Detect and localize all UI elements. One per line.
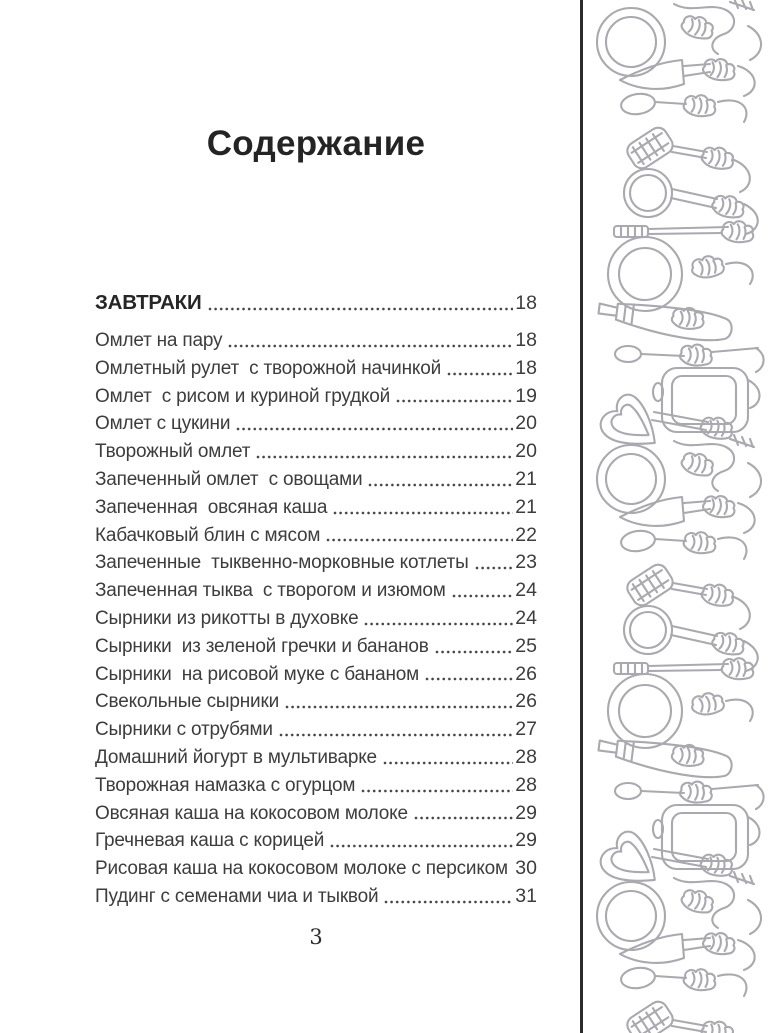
toc-entry-label: Пудинг с семенами чиа и тыквой [95,885,379,907]
dots-leader [450,577,514,605]
toc-entry [95,827,537,855]
toc-entry [95,355,537,383]
toc-entry [95,494,537,522]
kitchen-doodle-art [588,0,768,1033]
toc-entry-label: Творожный омлет [95,441,251,463]
toc-entry [95,744,537,772]
dots-leader [234,410,513,438]
dots-leader [382,883,513,911]
toc-entry [95,522,537,550]
dots-leader [412,800,513,828]
dots-leader [331,494,513,522]
toc-section-page: 18 [515,292,537,314]
toc-entry-label: Омлет с цукини [95,413,231,435]
toc-entry-page: 20 [515,412,537,435]
dots-leader [362,605,513,633]
toc-entry-label: Гречневая каша с корицей [95,830,325,852]
toc-entry [95,549,537,577]
toc-entry [95,438,537,466]
table-of-contents [95,288,537,911]
toc-entry [95,800,537,828]
toc-entry-page: 24 [515,579,537,602]
toc-entry-page: 18 [515,356,537,379]
toc-entry-label: Омлет на пару [95,330,223,351]
toc-entry [95,716,537,744]
toc-entry-label: Сырники из зеленой гречки и бананов [95,635,429,657]
dots-leader [423,661,513,689]
dots-leader [328,827,513,855]
dots-leader [277,716,514,744]
toc-entry-page: 28 [515,773,537,796]
toc-entry-page: 20 [515,440,537,463]
toc-section-label: ЗАВТРАКИ [95,291,202,314]
dots-leader [206,288,514,318]
toc-entry [95,327,537,355]
toc-entry-page: 21 [515,495,537,518]
toc-entry-label: Рисовая каша на кокосовом молоке с персиком [95,858,508,880]
toc-entry-page: 22 [515,523,537,546]
toc-entry-page: 18 [515,329,537,351]
toc-section-row [95,288,537,318]
toc-entry-page: 19 [515,384,537,407]
toc-entry [95,661,537,689]
toc-entry-label: Домашний йогурт в мультиварке [95,746,377,768]
toc-entry-label: Творожная намазка с огурцом [95,774,356,796]
toc-entry [95,688,537,716]
toc-entry [95,855,537,883]
toc-entry-page: 27 [515,718,537,741]
folio-page-number: 3 [309,925,323,949]
toc-entry-page: 21 [515,467,537,490]
toc-entry [95,410,537,438]
toc-entry-page: 30 [515,857,537,880]
toc-entry [95,577,537,605]
dots-leader [366,466,513,494]
dots-leader [445,355,513,383]
toc-entry-label: Запеченная тыква с творогом и изюмом [95,580,446,602]
dots-leader [254,438,513,466]
toc-entry-label: Омлет с рисом и куриной грудкой [95,385,391,407]
toc-entry-label: Сырники с отрубями [95,719,273,741]
toc-entry-label: Омлетный рулет с творожной начинкой [95,357,441,379]
toc-entry-label: Свекольные сырники [95,691,279,713]
page-title: Содержание [206,124,426,163]
toc-entry-label: Запеченные тыквенно-морковные котлеты [95,552,469,574]
toc-entry-page: 29 [515,801,537,824]
toc-entry [95,383,537,411]
toc-entry-page: 23 [515,551,537,574]
toc-entry [95,605,537,633]
dots-leader [283,688,513,716]
toc-entry-label: Сырники из рикотты в духовке [95,607,359,629]
dots-leader [512,855,513,883]
toc-items [95,327,537,911]
dots-leader [433,633,514,661]
toc-entry-page: 25 [515,634,537,657]
toc-entry-page: 31 [515,884,537,907]
toc-entry [95,772,537,800]
toc-entry-page: 26 [515,662,537,685]
toc-entry-page: 29 [515,829,537,852]
toc-entry-page: 26 [515,690,537,713]
toc-entry [95,883,537,911]
dots-leader [359,772,513,800]
toc-entry-page: 24 [515,606,537,629]
toc-entry [95,633,537,661]
toc-entry-label: Запеченный омлет с овощами [95,468,363,490]
toc-entry-label: Овсяная каша на кокосовом молоке [95,802,408,824]
toc-entry-label: Сырники на рисовой муке с бананом [95,663,419,685]
dots-leader [324,522,513,550]
dots-leader [394,383,513,411]
dots-leader [473,549,514,577]
dots-leader [226,327,513,355]
toc-entry-page: 28 [515,745,537,768]
toc-entry-label: Запеченная овсяная каша [95,496,328,518]
toc-entry-label: Кабачковый блин с мясом [95,524,321,546]
dots-leader [381,744,513,772]
kitchen-doodle-border [583,0,768,1033]
toc-entry [95,466,537,494]
